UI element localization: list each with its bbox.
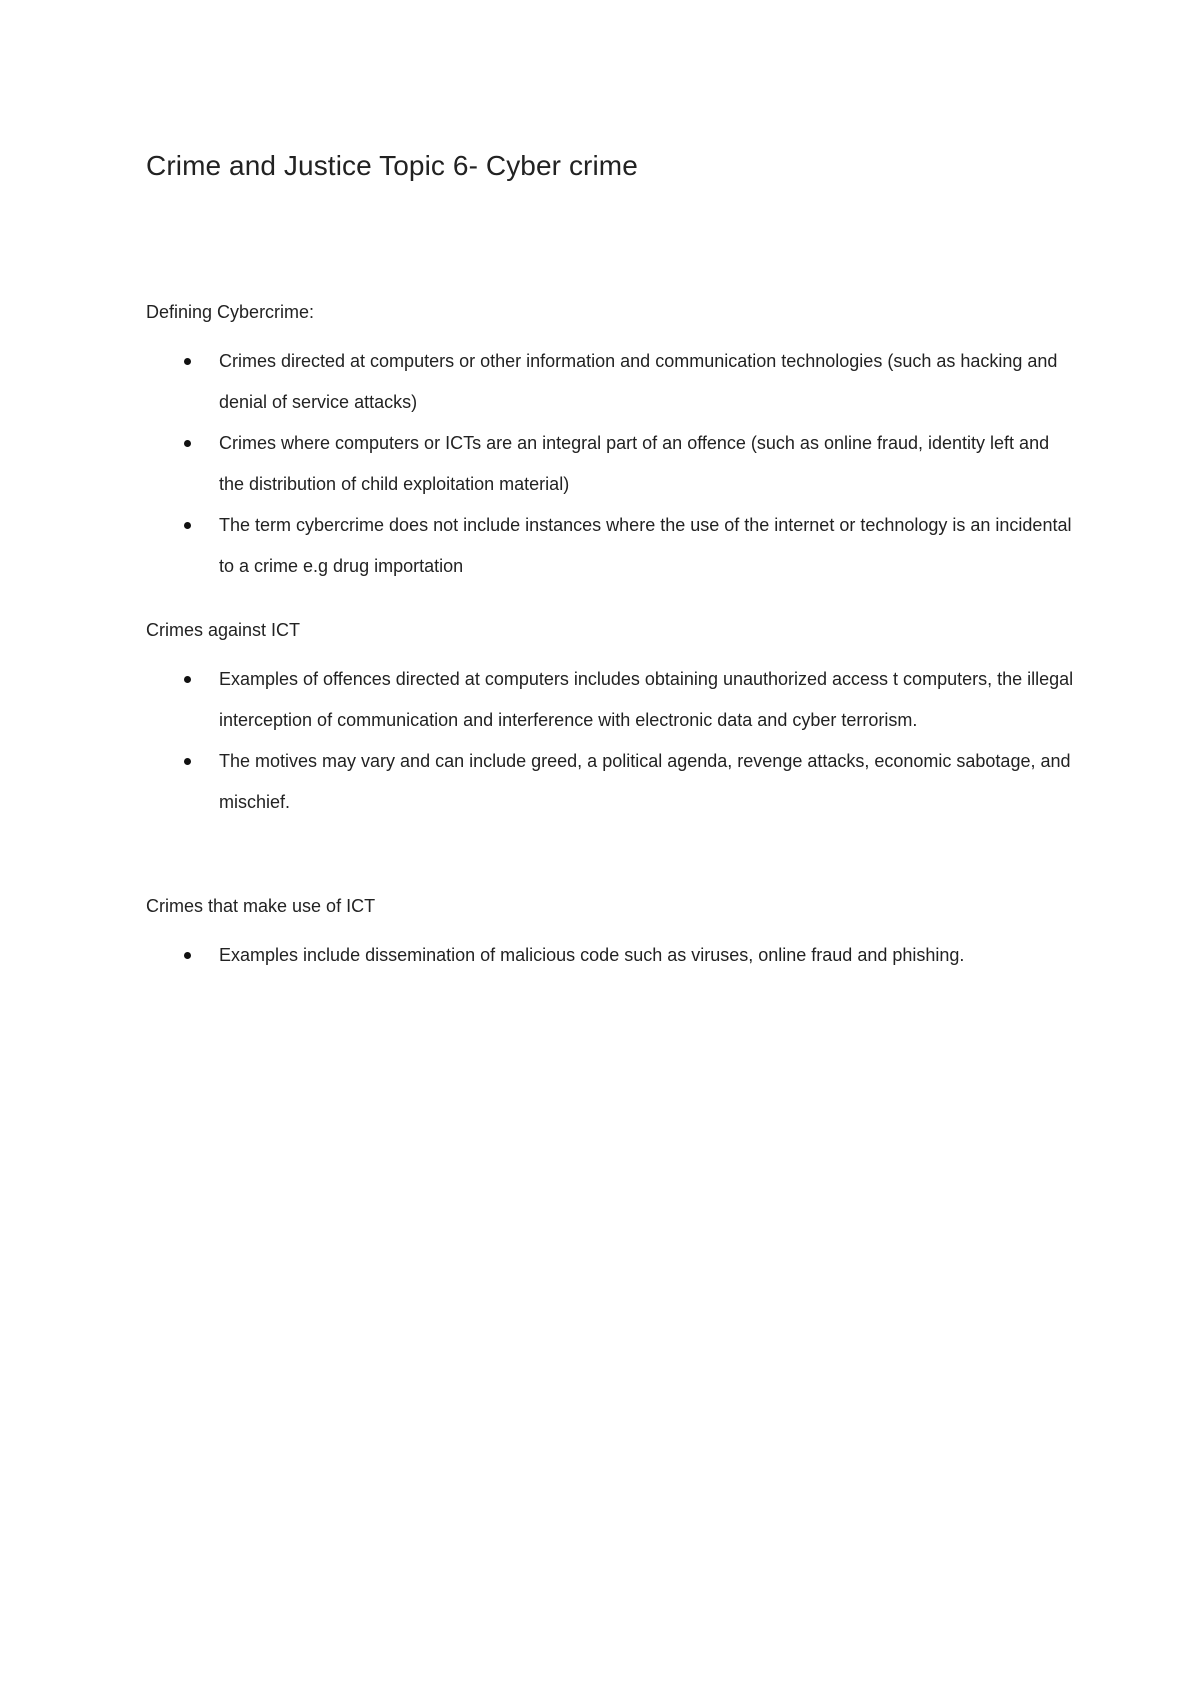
bullet-icon (184, 522, 191, 529)
bullet-icon (184, 952, 191, 959)
list-item (146, 741, 1076, 823)
section-crimes-using-ict (146, 893, 1076, 976)
section-defining-cybercrime (146, 299, 1076, 587)
list-item-text: Crimes directed at computers or other information and communication technologies (such as hacking and denial of service attacks) (219, 351, 1058, 412)
section-heading: Defining Cybercrime: (146, 302, 315, 322)
list-item (146, 505, 1076, 587)
list-item (146, 341, 1076, 423)
bullet-icon (184, 440, 191, 447)
list-item-text: The term cybercrime does not include instances where the use of the internet or technology is an incidental to a crime e.g drug importation (219, 515, 1072, 576)
section-heading: Crimes against ICT (146, 620, 301, 640)
section-heading: Crimes that make use of ICT (146, 896, 376, 916)
list-item (146, 935, 1076, 976)
bullet-list (146, 659, 1076, 823)
page-title: Crime and Justice Topic 6- Cyber crime (146, 150, 638, 181)
title-block (146, 146, 1076, 186)
list-item-text: Examples include dissemination of malicious code such as viruses, online fraud and phishing. (219, 945, 965, 965)
list-item (146, 659, 1076, 741)
list-item-text: Examples of offences directed at computers includes obtaining unauthorized access t computers, the illegal interception of communication and interference with electronic data and cyber terrorism. (219, 669, 1074, 730)
list-item (146, 423, 1076, 505)
bullet-list (146, 341, 1076, 587)
bullet-icon (184, 676, 191, 683)
bullet-icon (184, 758, 191, 765)
list-item-text: Crimes where computers or ICTs are an integral part of an offence (such as online fraud, identity left and the distribution of child exploitation material) (219, 433, 1050, 494)
section-crimes-against-ict (146, 617, 1076, 823)
list-item-text: The motives may vary and can include greed, a political agenda, revenge attacks, economic sabotage, and mischief. (219, 751, 1071, 812)
bullet-list (146, 935, 1076, 976)
bullet-icon (184, 358, 191, 365)
